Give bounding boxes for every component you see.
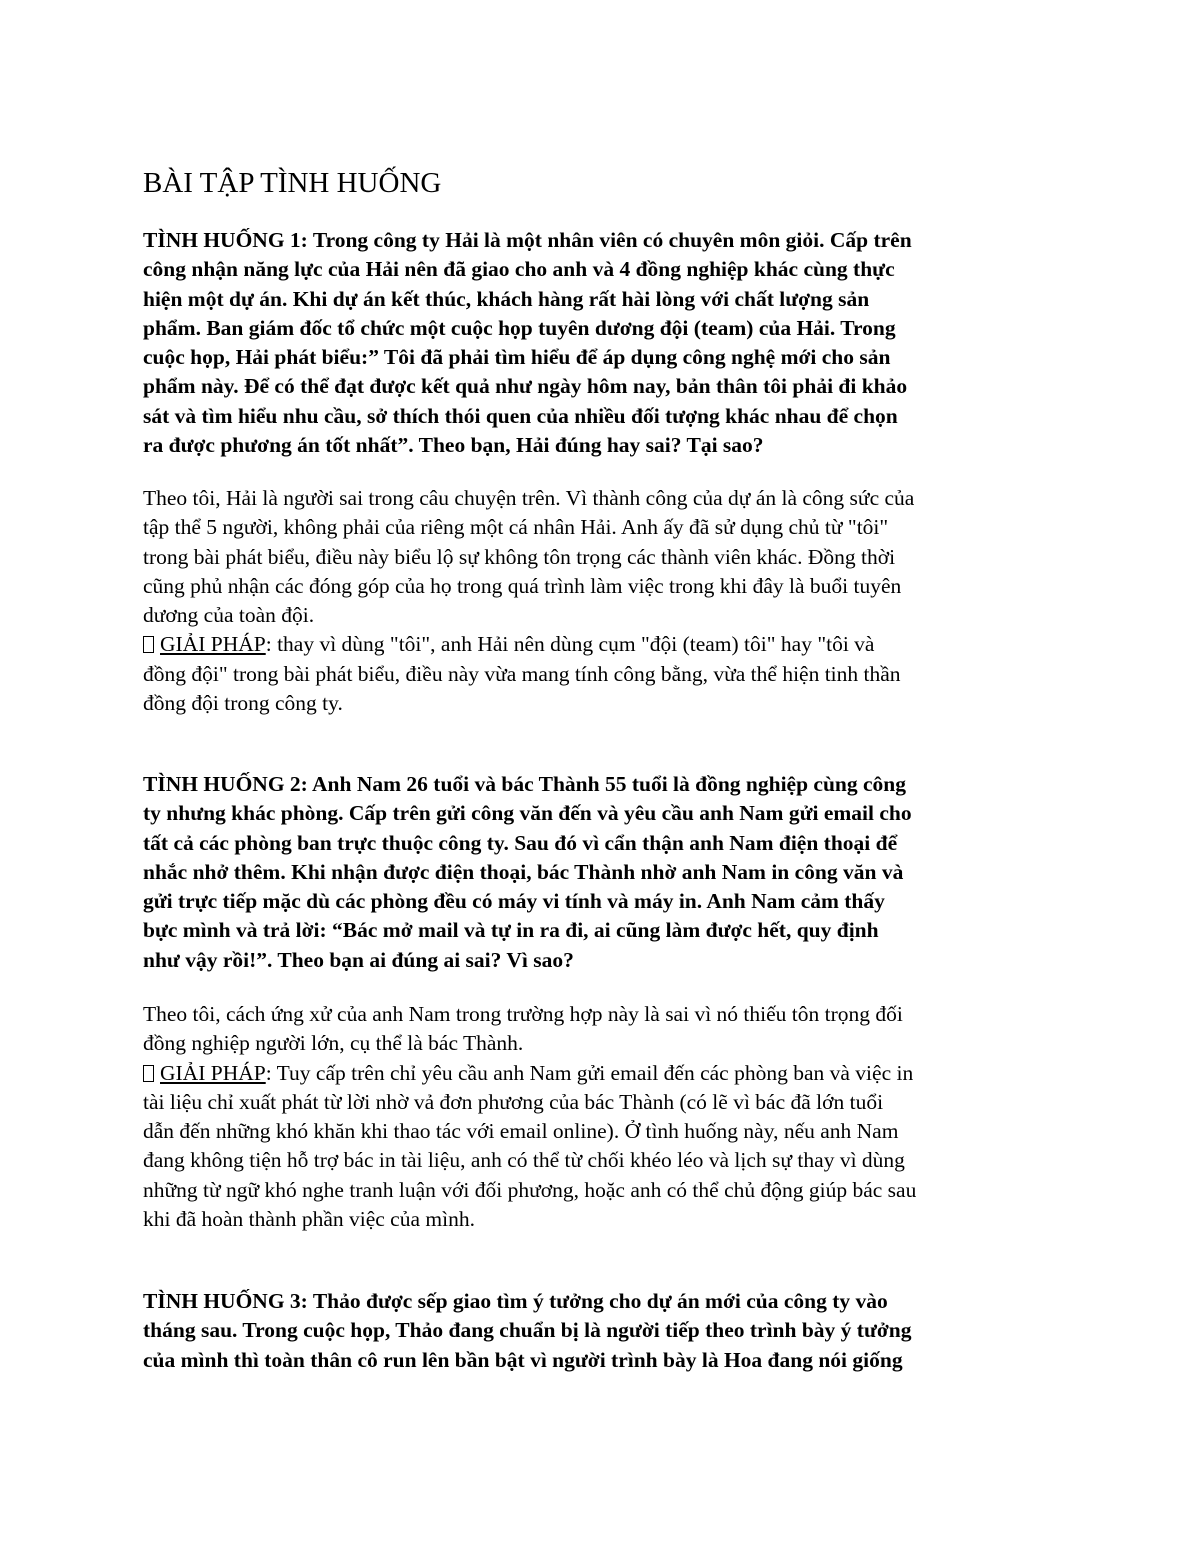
answer-1-line: trong bài phát biểu, điều này biểu lộ sự không tôn trọng các thành viên khác. Đồng thời [143,544,896,569]
solution-2-line: đang không tiện hỗ trợ bác in tài liệu, anh có thể từ chối khéo léo và lịch sự thay vì dùng [143,1148,905,1173]
answer-1-line: tập thể 5 người, không phải của riêng một cá nhân Hải. Anh ấy đã sử dụng chủ từ "tôi" [143,515,889,540]
answer-2-line: đồng nghiệp người lớn, cụ thể là bác Thành. [143,1031,524,1056]
solution-label: GIẢI PHÁP [160,632,266,657]
situation-1-line: hiện một dự án. Khi dự án kết thúc, khách hàng rất hài lòng với chất lượng sản [143,286,870,311]
situation-2-line: tất cả các phòng ban trực thuộc công ty. Sau đó vì cẩn thận anh Nam điện thoại để [143,830,898,855]
situation-2-line: nhắc nhở thêm. Khi nhận được điện thoại, bác Thành nhờ anh Nam in công văn và [143,859,904,884]
situation-3 [143,1287,1063,1375]
situation-2-line: gửi trực tiếp mặc dù các phòng đều có máy vi tính và máy in. Anh Nam cảm thấy [143,889,885,914]
situation-1-line: công nhận năng lực của Hải nên đã giao cho anh và 4 đồng nghiệp khác cùng thực [143,257,895,282]
situation-3-line: của mình thì toàn thân cô run lên bần bật vì người trình bày là Hoa đang nói giống [143,1347,903,1372]
situation-1-line: phẩm này. Để có thể đạt được kết quả như ngày hôm nay, bản thân tôi phải đi khảo [143,374,908,399]
situation-2-line: bực mình và trả lời: “Bác mở mail và tự in ra đi, ai cũng làm được hết, quy định [143,918,879,943]
solution-text: : thay vì dùng "tôi", anh Hải nên dùng cụm "đội (team) tôi" hay "tôi và [265,632,875,657]
answer-1-line: dương của toàn đội. [143,603,315,628]
situation-3-line: tháng sau. Trong cuộc họp, Thảo đang chuẩn bị là người tiếp theo trình bày ý tưởng [143,1318,912,1343]
situation-2-line: TÌNH HUỐNG 2: Anh Nam 26 tuổi và bác Thành 55 tuổi là đồng nghiệp cùng công [143,772,907,796]
missing-glyph-icon [143,636,154,653]
situation-1-line: TÌNH HUỐNG 1: Trong công ty Hải là một nhân viên có chuyên môn giỏi. Cấp trên [143,228,912,252]
situation-1-line: phẩm. Ban giám đốc tổ chức một cuộc họp tuyên dương đội (team) của Hải. Trong [143,315,896,340]
solution-text: : Tuy cấp trên chỉ yêu cầu anh Nam gửi email đến các phòng ban và việc in [265,1060,914,1085]
situation-2 [143,770,1063,975]
solution-2-line: khi đã hoàn thành phần việc của mình. [143,1207,475,1232]
solution-1-line [143,630,1063,659]
situation-1-line: sát và tìm hiểu nhu cầu, sở thích thói quen của nhiều đối tượng khác nhau để chọn [143,403,898,428]
solution-2-line: những từ ngữ khó nghe tranh luận với đối phương, hoặc anh có thể chủ động giúp bác sau [143,1177,917,1202]
answer-2 [143,1000,1063,1234]
situation-3-line: TÌNH HUỐNG 3: Thảo được sếp giao tìm ý tưởng cho dự án mới của công ty vào [143,1289,888,1313]
solution-1-line: đồng đội" trong bài phát biểu, điều này vừa mang tính công bằng, vừa thể hiện tinh thần [143,661,901,686]
situation-1-line: ra được phương án tốt nhất”. Theo bạn, Hải đúng hay sai? Tại sao? [143,433,764,458]
solution-2-line: tài liệu chỉ xuất phát từ lời nhờ vả đơn phương của bác Thành (có lẽ vì bác đã lớn tuổi [143,1089,884,1114]
answer-1-line: Theo tôi, Hải là người sai trong câu chuyện trên. Vì thành công của dự án là công sức của [143,486,915,510]
situation-2-line: như vậy rồi!”. Theo bạn ai đúng ai sai? Vì sao? [143,947,574,972]
solution-2-line: dẫn đến những khó khăn khi thao tác với email online). Ở tình huống này, nếu anh Nam [143,1119,899,1144]
answer-1 [143,484,1063,718]
solution-label: GIẢI PHÁP [160,1060,266,1085]
situation-1-line: cuộc họp, Hải phát biểu:” Tôi đã phải tìm hiểu để áp dụng công nghệ mới cho sản [143,345,891,370]
answer-1-line: cũng phủ nhận các đóng góp của họ trong quá trình làm việc trong khi đây là buổi tuyên [143,573,902,598]
missing-glyph-icon [143,1065,154,1082]
answer-2-line: Theo tôi, cách ứng xử của anh Nam trong trường hợp này là sai vì nó thiếu tôn trọng đối [143,1002,903,1026]
situation-1 [143,226,1063,460]
solution-1-line: đồng đội trong công ty. [143,691,343,716]
document-title: BÀI TẬP TÌNH HUỐNG [143,167,442,199]
situation-2-line: ty nhưng khác phòng. Cấp trên gửi công văn đến và yêu cầu anh Nam gửi email cho [143,801,912,826]
solution-2-line [143,1059,1063,1088]
